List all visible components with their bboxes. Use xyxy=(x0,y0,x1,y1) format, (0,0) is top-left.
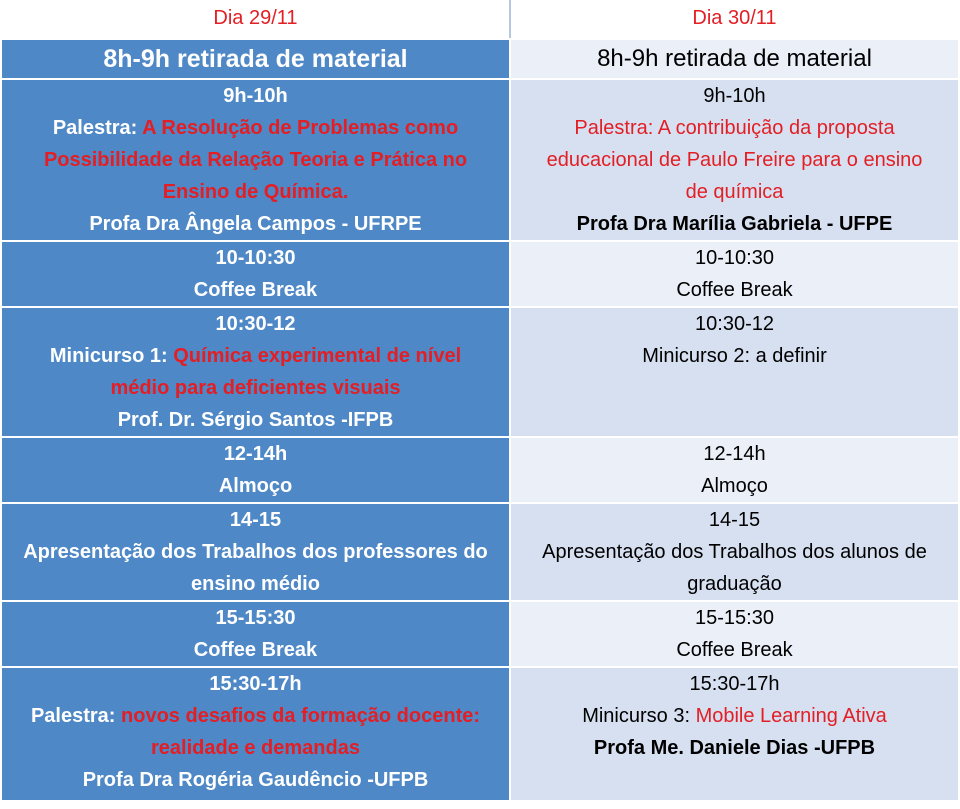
day1-coffee-cell xyxy=(1,241,510,307)
time-slot: 14-15 xyxy=(708,509,761,531)
day2-coffee2-cell xyxy=(510,601,959,667)
title-text: Mobile Learning Ativa xyxy=(695,705,887,727)
schedule-row xyxy=(1,601,959,667)
activity-label: Coffee Break xyxy=(676,279,793,301)
material-text: 8h-9h retirada de material xyxy=(103,45,408,73)
day1-presentations-cell xyxy=(1,503,510,601)
session-prefix: Minicurso 3: xyxy=(582,705,696,727)
day2-final-minicourse-cell xyxy=(510,667,959,801)
schedule-row xyxy=(1,79,959,241)
activity-label: Almoço xyxy=(218,475,293,497)
time-slot: 15-15:30 xyxy=(695,607,774,629)
speaker: Prof. Dr. Sérgio Santos -IFPB xyxy=(117,409,394,431)
lecture-title xyxy=(2,112,509,144)
activity-line: Apresentação dos Trabalhos dos alunos de xyxy=(542,541,927,563)
time-slot: 10-10:30 xyxy=(215,247,296,269)
title-line: Química experimental de nível xyxy=(173,345,462,367)
day2-minicourse-cell xyxy=(510,307,959,437)
schedule-row xyxy=(1,667,959,801)
speaker: Profa Dra Rogéria Gaudêncio -UFPB xyxy=(82,769,429,791)
title-line: novos desafios da formação docente: xyxy=(121,705,481,727)
course-title xyxy=(511,700,958,732)
speaker: Profa Me. Daniele Dias -UFPB xyxy=(593,737,876,759)
time-slot: 10:30-12 xyxy=(215,313,296,335)
time-slot: 9h-10h xyxy=(223,85,288,107)
session-prefix: Minicurso 1: xyxy=(49,345,174,367)
lecture-title xyxy=(2,700,509,732)
time-slot: 14-15 xyxy=(229,509,282,531)
day1-material-cell xyxy=(1,39,510,79)
title-line: de química xyxy=(685,181,784,203)
activity-label: Minicurso 2: a definir xyxy=(642,345,827,367)
title-line: Palestra: A contribuição da proposta xyxy=(574,117,895,139)
time-slot: 10-10:30 xyxy=(695,247,774,269)
time-slot: 15:30-17h xyxy=(689,673,780,695)
time-slot: 9h-10h xyxy=(703,85,766,107)
schedule-row xyxy=(1,437,959,503)
day1-lecture-cell xyxy=(1,79,510,241)
time-slot: 15:30-17h xyxy=(209,673,302,695)
header-row xyxy=(1,1,959,39)
activity-line: Apresentação dos Trabalhos dos professores do xyxy=(23,541,488,563)
time-slot: 12-14h xyxy=(703,443,766,465)
time-slot: 12-14h xyxy=(223,443,288,465)
day1-minicourse-cell xyxy=(1,307,510,437)
day1-coffee2-cell xyxy=(1,601,510,667)
day2-header: Dia 30/11 xyxy=(510,1,959,39)
title-line: médio para deficientes visuais xyxy=(110,377,401,399)
day2-presentations-cell xyxy=(510,503,959,601)
day2-material-cell xyxy=(510,39,959,79)
day1-lunch-cell xyxy=(1,437,510,503)
course-title xyxy=(2,340,509,372)
activity-line: graduação xyxy=(687,573,782,595)
day2-lunch-cell xyxy=(510,437,959,503)
title-line: realidade e demandas xyxy=(151,737,360,759)
day1-final-lecture-cell xyxy=(1,667,510,801)
session-prefix: Palestra: xyxy=(30,705,122,727)
activity-label: Coffee Break xyxy=(676,639,793,661)
speaker: Profa Dra Marília Gabriela - UFPE xyxy=(576,213,893,235)
schedule-row xyxy=(1,39,959,79)
activity-label: Coffee Break xyxy=(193,279,318,301)
time-slot: 10:30-12 xyxy=(695,313,774,335)
day1-header: Dia 29/11 xyxy=(1,1,510,39)
activity-label: Almoço xyxy=(701,475,768,497)
session-prefix: Palestra: xyxy=(52,117,143,139)
title-line: Possibilidade da Relação Teoria e Prática no xyxy=(43,149,468,171)
activity-label: Coffee Break xyxy=(193,639,318,661)
day2-coffee-cell xyxy=(510,241,959,307)
schedule-row xyxy=(1,241,959,307)
title-line: educacional de Paulo Freire para o ensino xyxy=(546,149,923,171)
schedule-row xyxy=(1,503,959,601)
day2-lecture-cell xyxy=(510,79,959,241)
title-line: Ensino de Química. xyxy=(162,181,349,203)
title-line: A Resolução de Problemas como xyxy=(142,117,459,139)
activity-line: ensino médio xyxy=(191,573,320,595)
time-slot: 15-15:30 xyxy=(215,607,296,629)
speaker: Profa Dra Ângela Campos - UFRPE xyxy=(89,213,422,235)
schedule-row xyxy=(1,307,959,437)
material-text: 8h-9h retirada de material xyxy=(597,45,872,72)
